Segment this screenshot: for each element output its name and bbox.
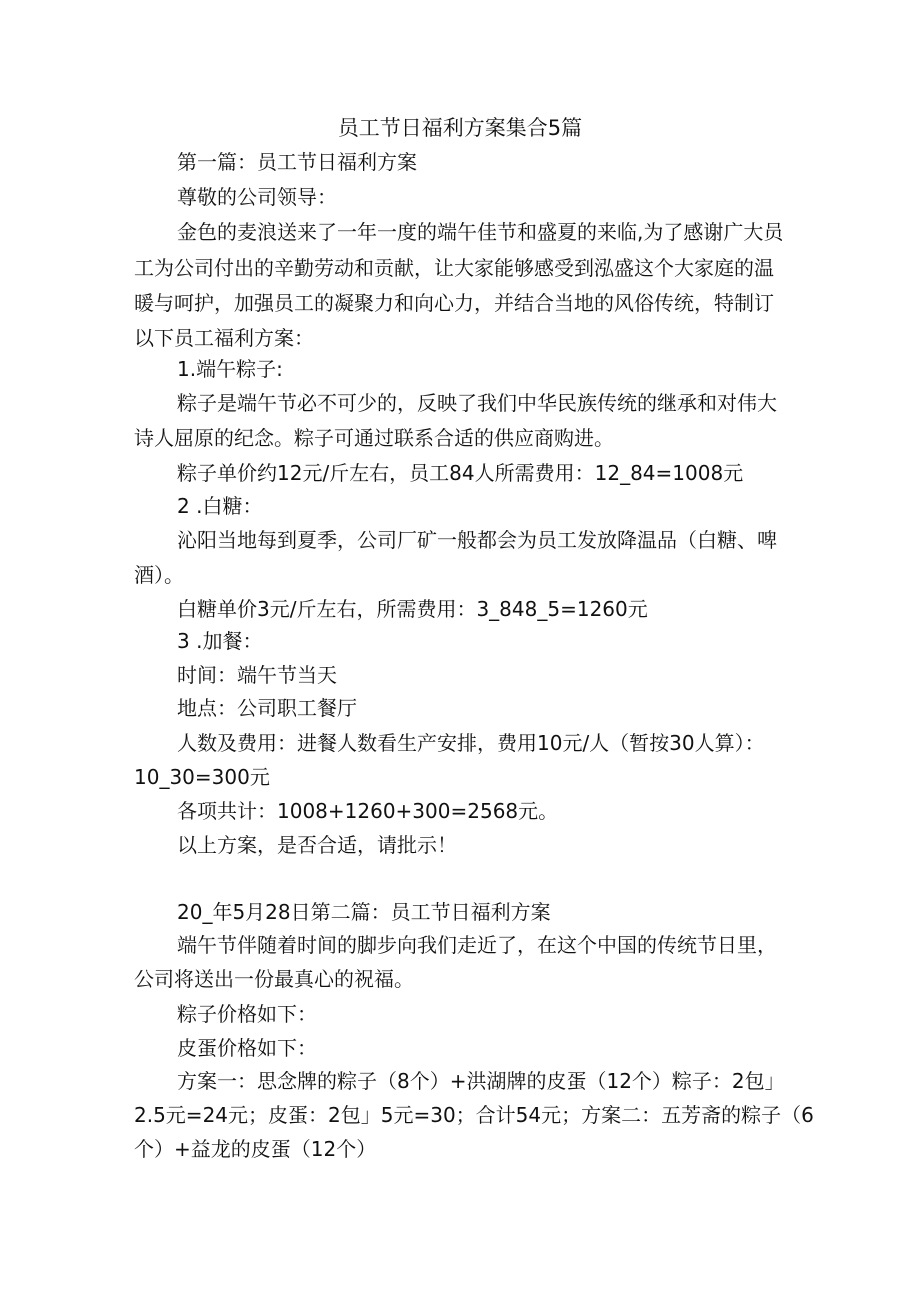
paragraph-line: 沁阳当地每到夏季，公司厂矿一般都会为员工发放降温品（白糖、啤 [177, 528, 777, 552]
paragraph-line: 公司将送出一份最真心的祝福。 [134, 967, 414, 991]
document-title: 员工节日福利方案集合5篇 [337, 116, 583, 140]
paragraph-line: 粽子是端午节必不可少的，反映了我们中华民族传统的继承和对伟大 [177, 391, 777, 415]
paragraph-line: 粽子价格如下： [177, 1002, 317, 1026]
cost-line: 粽子单价约12元/斤左右，员工84人所需费用：12_84=1008元 [177, 461, 744, 485]
paragraph-line: 10_30=300元 [134, 765, 270, 789]
paragraph-line: 皮蛋价格如下： [177, 1036, 317, 1060]
total-line: 各项共计：1008+1260+300=2568元。 [177, 799, 559, 823]
paragraph-line: 人数及费用：进餐人数看生产安排，费用10元/人（暂按30人算）： [177, 731, 765, 755]
cost-line: 白糖单价3元/斤左右，所需费用：3_848_5=1260元 [177, 597, 648, 621]
section-heading-2: 20_年5月28日第二篇：员工节日福利方案 [177, 900, 551, 924]
paragraph-line: 酒）。 [134, 563, 184, 587]
paragraph-line: 2.5元=24元；皮蛋：2包」5元=30；合计54元；方案二：五芳斋的粽子（6 [134, 1103, 814, 1127]
paragraph-line: 个）+益龙的皮蛋（12个） [134, 1137, 377, 1161]
closing-line: 以上方案，是否合适，请批示！ [177, 833, 457, 857]
salutation: 尊敬的公司领导： [177, 185, 337, 209]
paragraph-line: 诗人屈原的纪念。粽子可通过联系合适的供应商购进。 [134, 426, 614, 450]
paragraph-line: 地点：公司职工餐厅 [177, 696, 357, 720]
list-item-heading: 3 .加餐： [177, 629, 263, 653]
paragraph-line: 工为公司付出的辛勤劳动和贡献，让大家能够感受到泓盛这个大家庭的温 [134, 256, 774, 280]
paragraph-line: 金色的麦浪送来了一年一度的端午佳节和盛夏的来临,为了感谢广大员 [177, 220, 784, 244]
paragraph-line: 以下员工福利方案： [134, 326, 314, 350]
section-heading-1: 第一篇：员工节日福利方案 [177, 150, 417, 174]
paragraph-line: 端午节伴随着时间的脚步向我们走近了，在这个中国的传统节日里， [177, 933, 777, 957]
list-item-heading: 1.端午粽子: [177, 357, 283, 381]
paragraph-line: 暖与呵护，加强员工的凝聚力和向心力，并结合当地的风俗传统，特制订 [134, 291, 774, 315]
paragraph-line: 方案一：思念牌的粽子（8个）+洪湖牌的皮蛋（12个）粽子：2包」 [177, 1069, 785, 1093]
list-item-heading: 2 .白糖： [177, 494, 263, 518]
paragraph-line: 时间：端午节当天 [177, 663, 337, 687]
